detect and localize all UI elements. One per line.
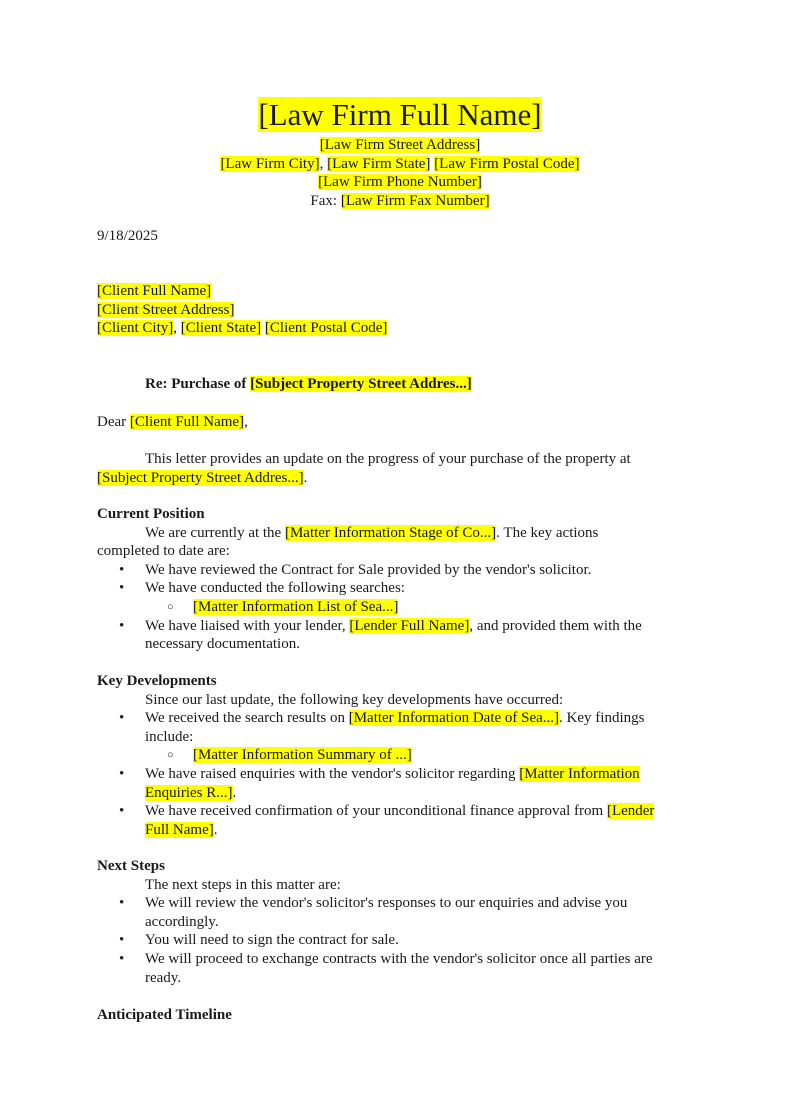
section-key-developments bbox=[97, 672, 707, 839]
cp-list bbox=[97, 561, 707, 654]
firm-phone: [Law Firm Phone Number] bbox=[318, 174, 482, 191]
client-name: [Client Full Name] bbox=[97, 283, 212, 299]
re-property: [Subject Property Street Addres...] bbox=[250, 376, 472, 392]
client-address: [Client Full Name] [Client Street Address] [Client City], [Client State] [Client Postal Code] bbox=[97, 283, 388, 337]
salutation-text: Dear bbox=[97, 414, 127, 430]
kd-lead: Since our last update, the following key developments have occurred: bbox=[145, 691, 564, 708]
date-text: 9/18/2025 bbox=[97, 228, 158, 244]
list-item: • We have liaised with your lender, [Lender Full Name], and provided them with the necessary documentation. bbox=[97, 617, 707, 654]
firm-state: [Law Firm State] bbox=[327, 155, 431, 172]
salutation: Dear [Client Full Name], bbox=[97, 414, 248, 430]
list-item: • We will review the vendor's solicitor's responses to our enquiries and advise you accordingly. bbox=[97, 894, 707, 931]
letter-date bbox=[97, 227, 707, 246]
intro-property: [Subject Property Street Addres...] bbox=[97, 469, 304, 486]
list-item: • We have conducted the following searches: bbox=[97, 579, 707, 598]
ns-list bbox=[97, 894, 707, 987]
sub-list-item: ○ [Matter Information List of Sea...] bbox=[97, 598, 707, 617]
section-current-position bbox=[97, 505, 707, 654]
heading-current-position: Current Position bbox=[97, 506, 205, 522]
client-state: [Client State] bbox=[180, 320, 262, 337]
re-label: Re: Purchase of bbox=[145, 376, 247, 392]
firm-street: [Law Firm Street Address] bbox=[319, 137, 481, 153]
heading-next-steps: Next Steps bbox=[97, 858, 165, 874]
list-item: • We will proceed to exchange contracts with the vendor's solicitor once all parties are ready. bbox=[97, 950, 707, 987]
list-item: • We have received confirmation of your unconditional finance approval from [Lender Full Name]. bbox=[97, 802, 707, 839]
letterhead: [Law Firm Full Name] [Law Firm Street Address] [Law Firm City], [Law Firm State] [Law Firm Postal Code] [Law Firm Phone Number] Fax: [Law Firm Fax Number] bbox=[220, 97, 580, 209]
cp-lender: [Lender Full Name] bbox=[349, 617, 470, 634]
intro-text: This letter provides an update on the progress of your purchase of the property at bbox=[145, 451, 631, 467]
list-item: • You will need to sign the contract for sale. bbox=[97, 931, 707, 950]
firm-name: [Law Firm Full Name] bbox=[258, 97, 542, 132]
ns-lead: The next steps in this matter are: bbox=[145, 876, 341, 893]
client-postal: [Client Postal Code] bbox=[264, 320, 388, 337]
cp-lead-a: We are currently at the bbox=[145, 524, 282, 541]
firm-city: [Law Firm City] bbox=[220, 155, 320, 172]
heading-anticipated-timeline: Anticipated Timeline bbox=[97, 1007, 232, 1023]
salutation-name: [Client Full Name] bbox=[129, 414, 245, 430]
firm-fax: [Law Firm Fax Number] bbox=[340, 192, 490, 209]
heading-key-developments: Key Developments bbox=[97, 673, 217, 689]
client-city: [Client City] bbox=[97, 320, 174, 337]
section-next-steps bbox=[97, 857, 707, 987]
list-item: • We received the search results on [Matter Information Date of Sea...]. Key findings include: bbox=[97, 709, 707, 746]
firm-postal: [Law Firm Postal Code] bbox=[434, 155, 580, 172]
list-item: • We have reviewed the Contract for Sale provided by the vendor's solicitor. bbox=[97, 561, 707, 580]
cp-lead-b: . The key actions bbox=[496, 524, 599, 541]
re-line bbox=[97, 375, 707, 394]
kd-list bbox=[97, 709, 707, 839]
sub-list-item: ○ [Matter Information Summary of ...] bbox=[97, 746, 707, 765]
cp-lead-c: completed to date are: bbox=[97, 543, 230, 560]
list-item: • We have raised enquiries with the vendor's solicitor regarding [Matter Information Enquiries R...]. bbox=[97, 765, 707, 802]
cp-stage: [Matter Information Stage of Co...] bbox=[284, 524, 497, 541]
client-street: [Client Street Address] bbox=[97, 301, 235, 318]
fax-label: Fax: bbox=[310, 192, 338, 209]
intro-paragraph: This letter provides an update on the progress of your purchase of the property at [Subject Property Street Addres...]. bbox=[97, 451, 631, 486]
